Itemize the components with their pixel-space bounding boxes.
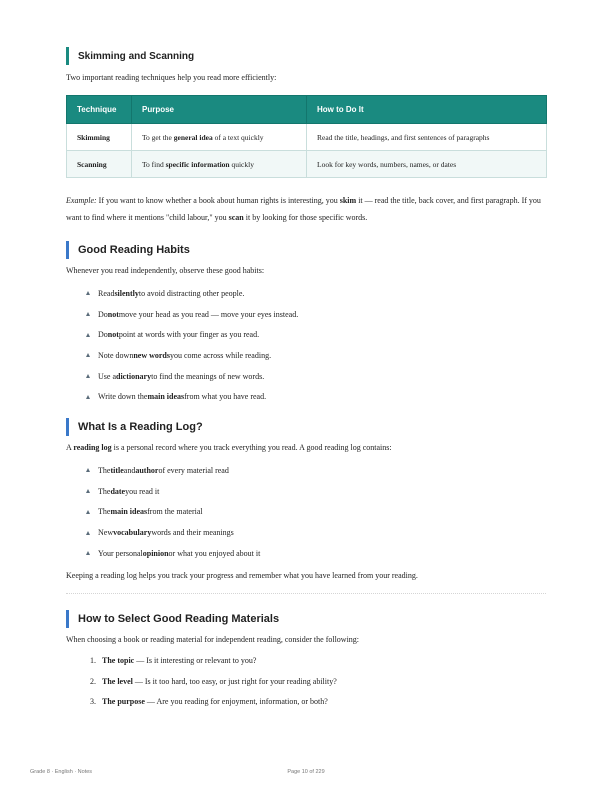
list-item xyxy=(90,651,546,672)
example-emphasis: scan xyxy=(228,213,244,222)
item-number: 2. xyxy=(90,676,96,686)
item-number: 1. xyxy=(90,656,96,666)
table-row xyxy=(67,151,547,178)
techniques-table xyxy=(66,95,547,178)
item-text: to find the meanings of new words. xyxy=(151,371,265,381)
triangle-bullet-icon xyxy=(86,374,90,378)
heading-text: Good Reading Habits xyxy=(78,244,190,256)
example-text: it by looking for those specific words. xyxy=(243,213,368,222)
purpose-emphasis: specific information xyxy=(165,159,230,169)
purpose-cell xyxy=(132,124,307,151)
table-row xyxy=(67,124,547,151)
heading-text: Skimming and Scanning xyxy=(78,50,195,62)
example-label: Example: xyxy=(66,196,97,205)
triangle-bullet-icon xyxy=(86,531,90,535)
item-text: move your head as you read — move your eyes instead. xyxy=(118,309,299,319)
item-text: or what you enjoyed about it xyxy=(168,548,261,558)
list-item xyxy=(86,366,546,387)
triangle-bullet-icon xyxy=(86,468,90,472)
list-item xyxy=(86,386,546,407)
triangle-bullet-icon xyxy=(86,291,90,295)
item-text: Read xyxy=(98,288,115,298)
select-intro: When choosing a book or reading material for independent reading, consider the following: xyxy=(66,634,360,644)
item-text: Do xyxy=(98,330,108,340)
select-list xyxy=(66,651,546,713)
item-emphasis: dictionary xyxy=(116,371,152,381)
section-heading-select xyxy=(66,609,546,629)
footer-left: Grade 8 · English · Notes xyxy=(30,769,93,775)
habits-intro: Whenever you read independently, observe these good habits: xyxy=(66,266,265,275)
table-header-cell: Purpose xyxy=(132,96,307,124)
triangle-bullet-icon xyxy=(86,489,90,493)
item-emphasis: not xyxy=(107,330,119,340)
item-emphasis: author xyxy=(135,465,159,475)
item-emphasis: opinion xyxy=(142,548,169,558)
purpose-cell xyxy=(132,151,307,178)
list-item xyxy=(86,283,546,304)
heading-accent-bar xyxy=(66,241,69,259)
list-item xyxy=(86,522,546,543)
log-list xyxy=(66,460,546,563)
example-text: If you want to know whether a book about human rights is interesting, you xyxy=(96,196,340,205)
item-emphasis: date xyxy=(110,486,126,496)
section-heading-habits xyxy=(66,240,546,260)
heading-accent-bar xyxy=(66,610,69,628)
item-text: you read it xyxy=(125,486,160,496)
item-text: The xyxy=(98,465,111,475)
table-header-cell: Technique xyxy=(67,96,132,124)
list-item xyxy=(86,324,546,345)
section-heading-skimming xyxy=(66,46,546,66)
triangle-bullet-icon xyxy=(86,551,90,555)
page-content xyxy=(66,46,546,712)
list-item xyxy=(86,481,546,502)
item-text: point at words with your finger as you read. xyxy=(118,330,260,340)
item-text: Do xyxy=(98,309,108,319)
item-emphasis: vocabulary xyxy=(113,528,152,538)
technique-cell: Skimming xyxy=(67,124,132,151)
triangle-bullet-icon xyxy=(86,395,90,399)
item-text: words and their meanings xyxy=(151,528,234,538)
heading-text: What Is a Reading Log? xyxy=(78,421,203,434)
purpose-text: To find xyxy=(142,159,166,169)
intro-emphasis: reading log xyxy=(73,443,112,453)
item-text: to avoid distracting other people. xyxy=(138,288,245,298)
technique-cell: Scanning xyxy=(67,151,132,178)
triangle-bullet-icon xyxy=(86,333,90,337)
how-cell: Look for key words, numbers, names, or dates xyxy=(307,151,547,178)
example-paragraph xyxy=(66,192,546,226)
list-item xyxy=(86,460,546,481)
page-footer xyxy=(30,769,582,779)
item-emphasis: The topic xyxy=(102,656,135,666)
item-emphasis: The level xyxy=(102,676,133,686)
purpose-emphasis: general idea xyxy=(173,132,213,142)
item-text: and xyxy=(123,465,136,475)
heading-accent-bar xyxy=(66,47,69,65)
log-intro xyxy=(66,442,546,454)
how-cell: Read the title, headings, and first sentences of paragraphs xyxy=(307,124,547,151)
item-text: Your personal xyxy=(98,548,143,558)
skimming-intro: Two important reading techniques help you read more efficiently: xyxy=(66,73,277,82)
list-item xyxy=(86,502,546,523)
purpose-text: To get the xyxy=(142,132,174,142)
habits-list xyxy=(66,283,546,407)
triangle-bullet-icon xyxy=(86,312,90,316)
item-emphasis: main ideas xyxy=(147,392,185,402)
item-text: Note down xyxy=(98,350,134,360)
purpose-text: quickly xyxy=(229,159,254,169)
example-text: it — read the title, back cover, and first paragraph. If you want to find where it mentions "child labour," you xyxy=(66,196,541,222)
table-header-row xyxy=(67,96,547,124)
item-text: of every material read xyxy=(158,465,229,475)
item-text: you come across while reading. xyxy=(170,350,272,360)
section-divider xyxy=(66,593,546,594)
item-emphasis: title xyxy=(110,465,124,475)
item-text: — Is it too hard, too easy, or just right for your reading ability? xyxy=(132,676,337,686)
item-number: 3. xyxy=(90,697,96,707)
item-emphasis: main ideas xyxy=(110,507,148,517)
item-emphasis: not xyxy=(107,309,119,319)
list-item xyxy=(86,304,546,325)
table-header-cell: How to Do It xyxy=(307,96,547,124)
item-emphasis: The purpose xyxy=(102,697,145,707)
item-text: New xyxy=(98,528,114,538)
log-outro: Keeping a reading log helps you track your progress and remember what you have learned from your reading. xyxy=(66,570,418,580)
purpose-text: of a text quickly xyxy=(212,132,264,142)
heading-text: How to Select Good Reading Materials xyxy=(78,612,280,625)
list-item xyxy=(90,671,546,692)
item-text: The xyxy=(98,486,111,496)
heading-accent-bar xyxy=(66,418,69,436)
triangle-bullet-icon xyxy=(86,353,90,357)
item-text: Write down the xyxy=(98,392,148,402)
section-heading-reading-log xyxy=(66,417,546,437)
item-emphasis: silently xyxy=(114,288,139,298)
item-text: from the material xyxy=(147,507,203,517)
item-text: — Are you reading for enjoyment, information, or both? xyxy=(144,697,328,707)
item-text: The xyxy=(98,507,111,517)
item-text: — Is it interesting or relevant to you? xyxy=(134,656,257,666)
item-text: from what you have read. xyxy=(184,392,267,402)
intro-text: is a personal record where you track everything you read. A good reading log contains: xyxy=(111,443,392,453)
item-text: Use a xyxy=(98,371,116,381)
list-item xyxy=(86,543,546,564)
example-emphasis: skim xyxy=(339,196,357,205)
intro-text: A xyxy=(66,443,74,453)
footer-page-number: Page 10 of 229 xyxy=(287,769,325,775)
list-item xyxy=(86,345,546,366)
triangle-bullet-icon xyxy=(86,510,90,514)
list-item xyxy=(90,692,546,713)
item-emphasis: new words xyxy=(133,350,170,360)
